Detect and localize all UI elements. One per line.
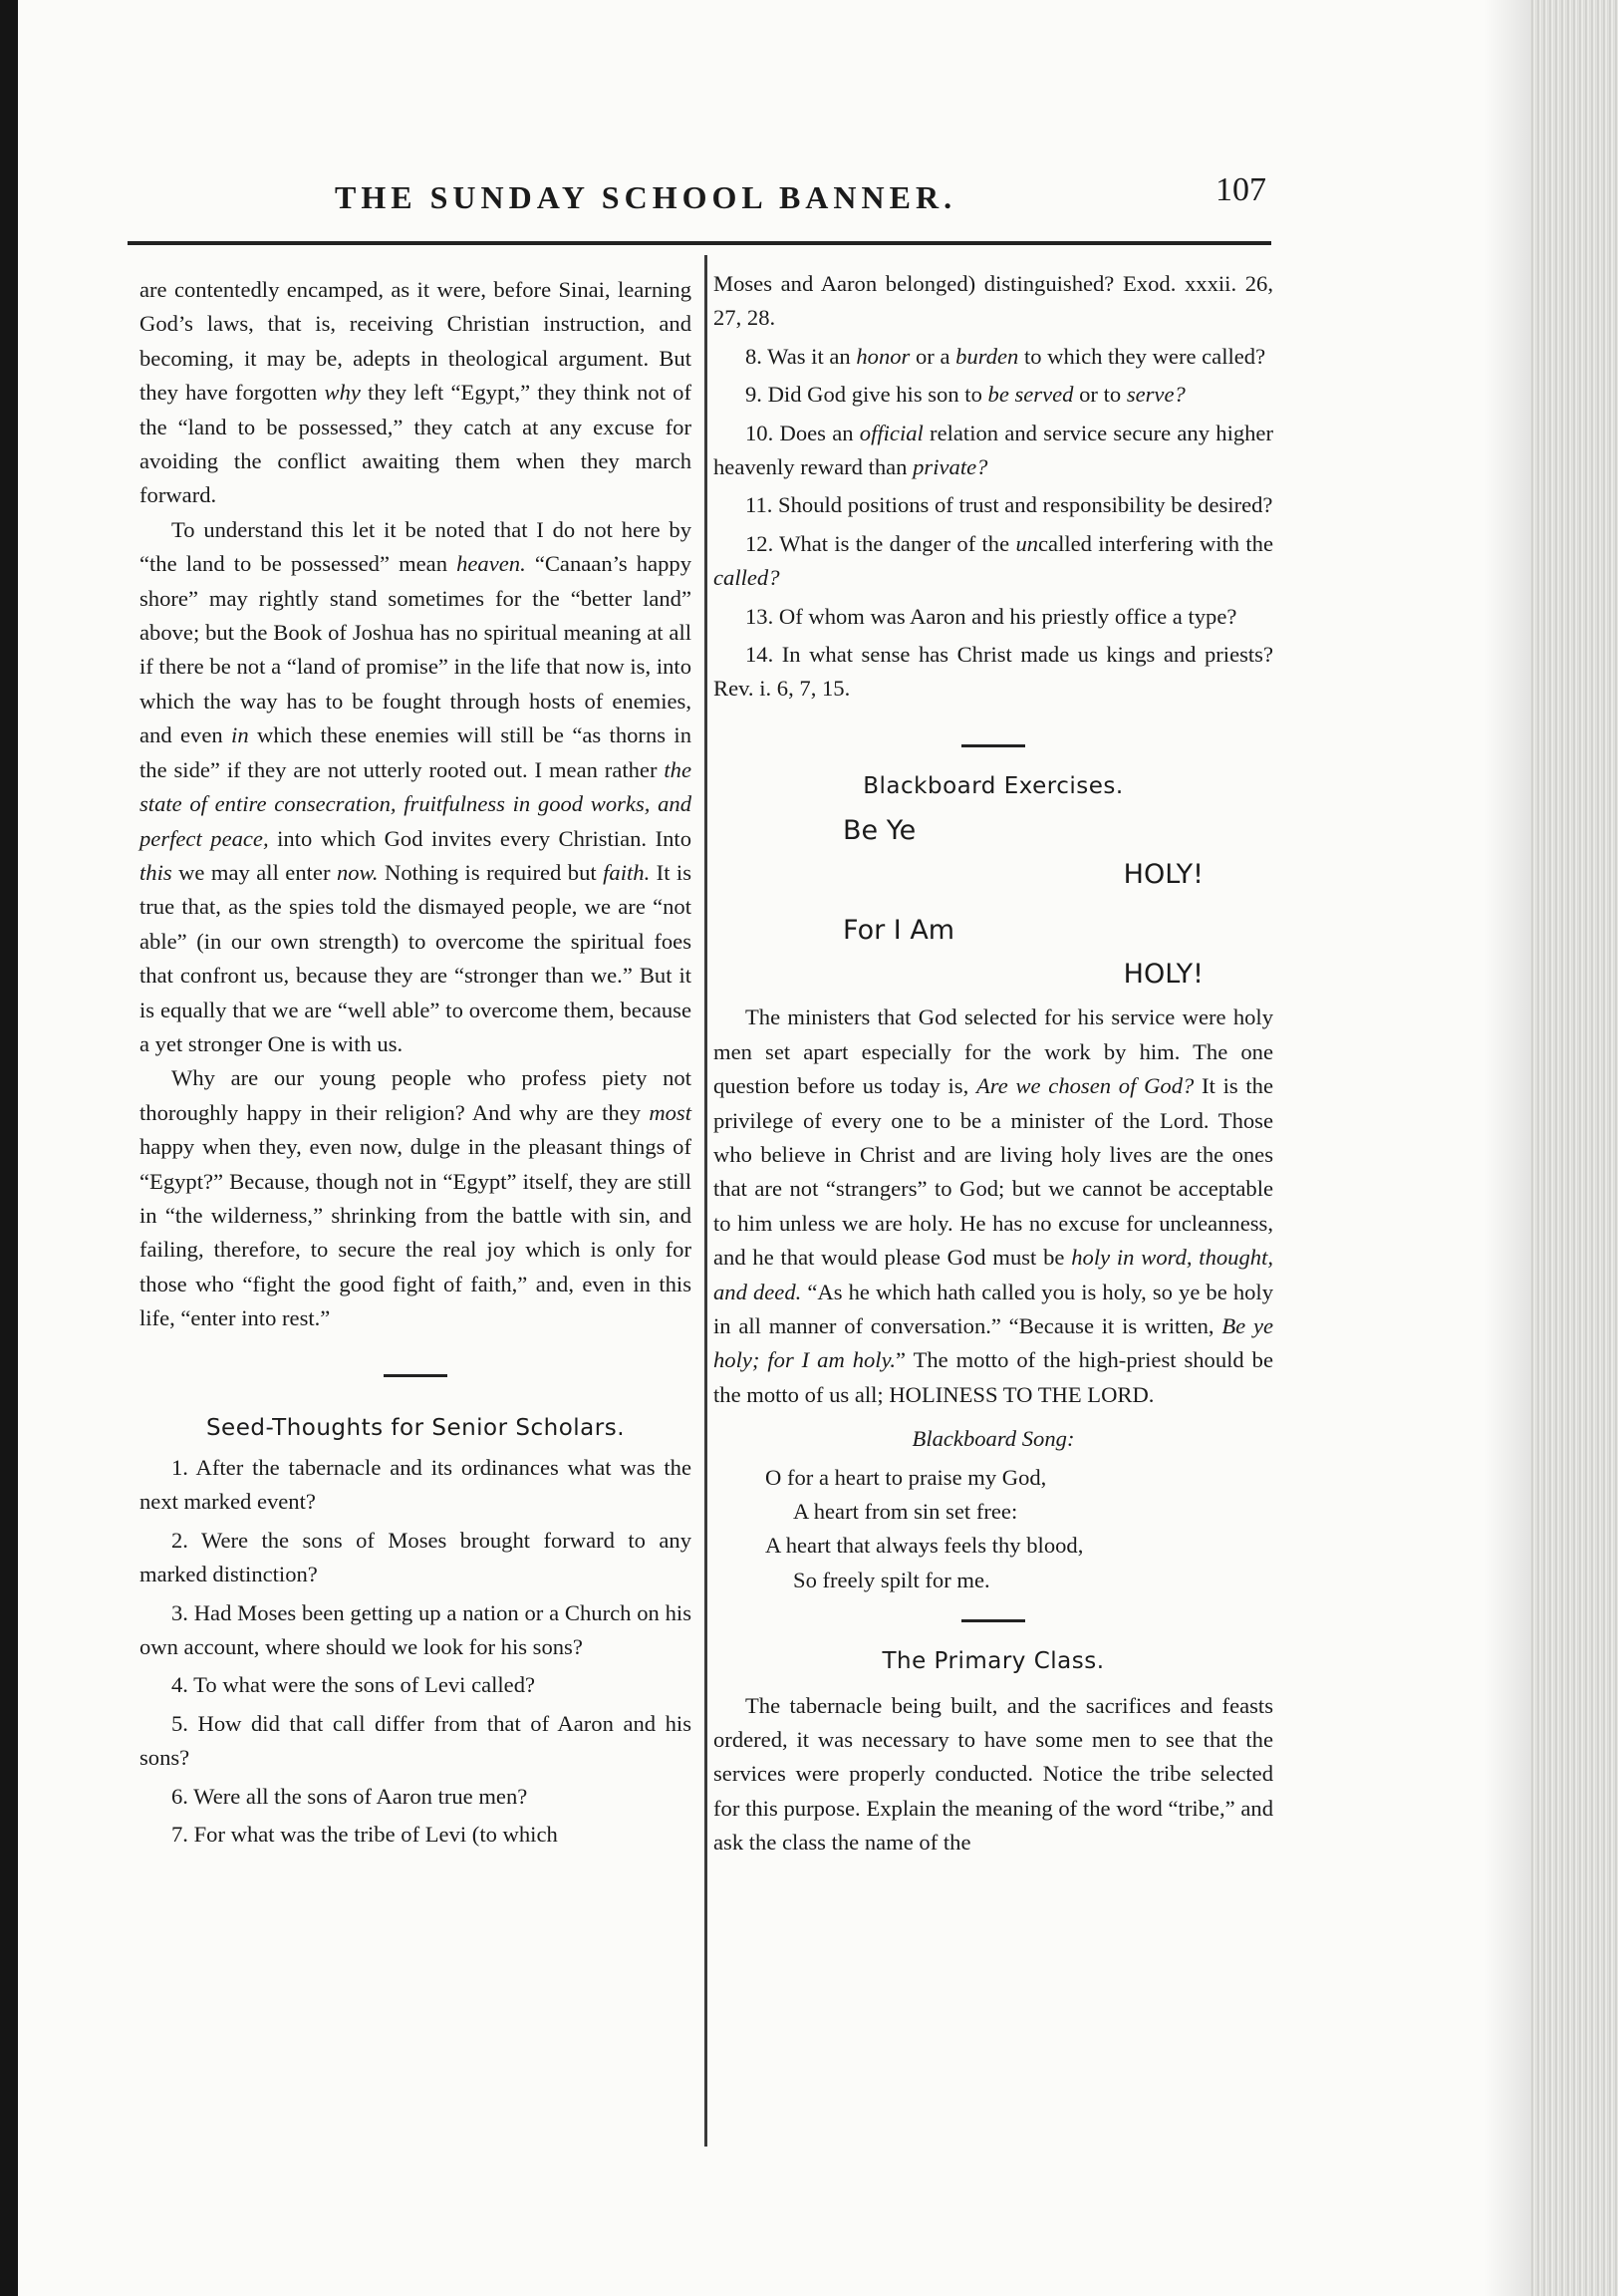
question-continuation: Moses and Aaron belonged) distinguished? Exod. xxxii. 26, 27, 28. [713, 271, 1273, 331]
blackboard-line: Be Ye [843, 815, 917, 847]
question-item: 3. Had Moses been getting up a nation or a Church on his own account, where should we look for his sons? [139, 1599, 691, 1660]
question-item: 4. To what were the sons of Levi called? [171, 1672, 536, 1698]
page-number: 107 [1215, 171, 1266, 208]
header-rule [128, 241, 1271, 245]
question-item: 14. In what sense has Christ made us kings and priests? Rev. i. 6, 7, 15. [713, 642, 1273, 702]
paragraph: To understand this let it be noted that I do not here by “the land to be possessed” mean heaven. “Canaan’s happy shore” may rightly stand sometimes for the “better land” above; but the Book of Joshua has no spiritual meaning at all if there be not a “land of promise” in the life that now is, into which the way has to be fought through hosts of enemies, and even in which these enemies will still be “as thorns in the side” if they are not utterly rooted out. I mean rather the state of entire consecration, fruitfulness in good works, and perfect peace, into which God invites every Christian. Into this we may all enter now. Nothing is required but faith. It is true that, as the spies told the dismayed people, we are “not able” (in our own strength) to overcome the spiritual foes that confront us, because they are “stronger than we.” But it is equally that we are “well able” to overcome them, because a yet stronger One is with us. [139, 516, 692, 1056]
left-column [139, 273, 691, 1852]
blackboard-line: HOLY! [1123, 959, 1204, 991]
question-item: 9. Did God give his son to be served or to serve? [745, 382, 1186, 408]
paragraph: are contentedly encamped, as it were, before Sinai, learning God’s laws, that is, receiving Christian instruction, and becoming, it may be, adepts in theological argument. But they have forgotten why they left “Egypt,” they think not of the “land to be possessed,” they catch at any excuse for avoiding the conflict awaiting them when they march forward. [139, 277, 691, 508]
question-item: 11. Should positions of trust and responsibility be desired? [745, 492, 1273, 518]
paragraph: The ministers that God selected for his service were holy men set apart especially for the work by him. The one question before us today is, Are we chosen of God? It is the privilege of every one to be a minister of the Lord. Those who believe in Christ and are living holy lives are the ones that are not “strangers” to God; but we cannot be acceptable to him unless we are holy. He has no excuse for uncleanness, and he that would please God must be holy in word, thought, and deed. “As he which hath called you is holy, so ye be holy in all manner of conversation.” “Because it is written, Be ye holy; for I am holy.” The motto of the high-priest should be the motto of us all; HOLINESS TO THE LORD. [713, 1004, 1273, 1407]
blackboard-line: For I Am [843, 915, 955, 947]
song-line: A heart that always feels thy blood, [765, 1533, 1084, 1559]
section-heading: Blackboard Exercises. [863, 772, 1124, 799]
page-shadow [1484, 0, 1534, 2296]
question-item: 10. Does an official relation and service secure any higher heavenly reward than private? [713, 420, 1273, 480]
question-item: 2. Were the sons of Moses brought forward to any marked distinction? [139, 1527, 691, 1587]
question-item: 7. For what was the tribe of Levi (to which [171, 1822, 558, 1848]
running-title: THE SUNDAY SCHOOL BANNER. [335, 179, 957, 215]
question-item: 13. Of whom was Aaron and his priestly office a type? [745, 603, 1237, 629]
question-item: 6. Were all the sons of Aaron true men? [171, 1783, 528, 1809]
question-item: 1. After the tabernacle and its ordinances what was the next marked event? [139, 1455, 691, 1515]
song-title: Blackboard Song: [912, 1426, 1075, 1452]
question-item: 8. Was it an honor or a burden to which they were called? [745, 343, 1266, 369]
question-item: 5. How did that call differ from that of Aaron and his sons? [139, 1710, 691, 1771]
right-column [713, 267, 1273, 1861]
song-line: O for a heart to praise my God, [765, 1464, 1047, 1490]
question-item: 12. What is the danger of the uncalled interfering with the called? [713, 530, 1273, 591]
paragraph: The tabernacle being built, and the sacrifices and feasts ordered, it was necessary to have some men to see that the services were properly conducted. Notice the tribe selected for this purpose. Explain the meaning of the word “tribe,” and ask the class the name of the [713, 1692, 1273, 1856]
paragraph: Why are our young people who profess piety not thoroughly happy in their religion? And why are they most happy when they, even now, dulge in the pleasant things of “Egypt?” Because, though not in “Egypt” itself, they are still in “the wilderness,” shrinking from the battle with sin, and failing, therefore, to secure the real joy which is only for those who “fight the good fight of faith,” and, even in this life, “enter into rest.” [139, 1065, 691, 1331]
section-heading: The Primary Class. [882, 1648, 1105, 1675]
column-rule [704, 255, 707, 2147]
section-heading: Seed-Thoughts for Senior Scholars. [205, 1414, 626, 1441]
song-line: So freely spilt for me. [793, 1567, 990, 1592]
song-line: A heart from sin set free: [793, 1498, 1018, 1524]
book-fore-edge [1530, 0, 1618, 2296]
blackboard-line: HOLY! [1123, 859, 1204, 891]
